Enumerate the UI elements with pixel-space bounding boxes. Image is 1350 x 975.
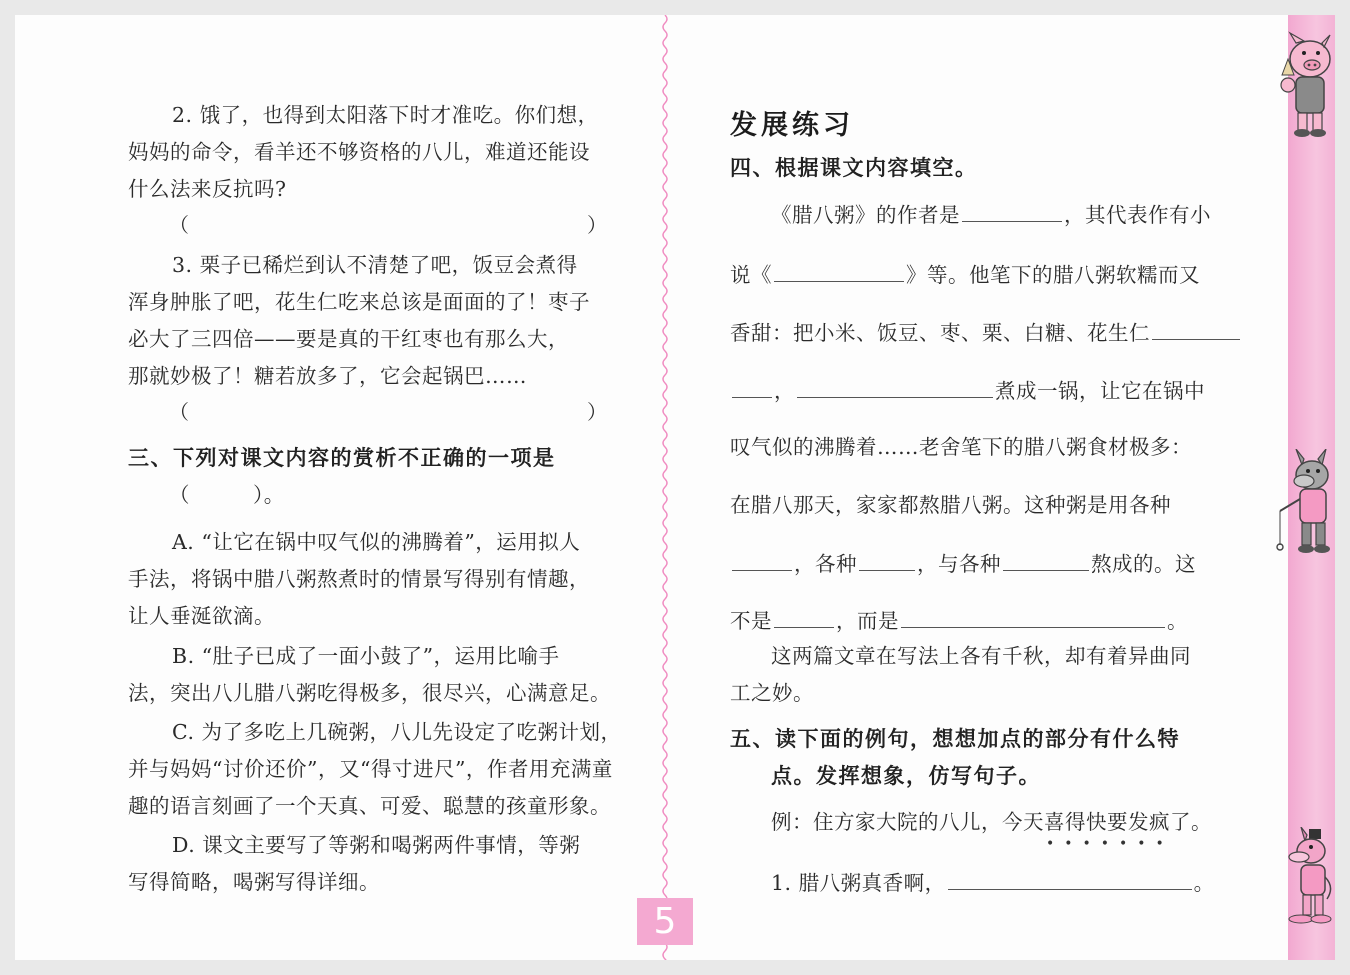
answer-blank[interactable] xyxy=(732,379,772,398)
fill-text: 。 xyxy=(1193,871,1215,895)
answer-blank[interactable] xyxy=(732,552,792,571)
answer-blank[interactable] xyxy=(774,263,904,282)
section-3-title: 三、下列对课文内容的赏析不正确的一项是 xyxy=(128,446,556,470)
section-4-title: 四、根据课文内容填空。 xyxy=(730,156,978,180)
q3-line-1: 3. 栗子已稀烂到认不清楚了吧，饭豆会煮得 xyxy=(172,253,578,277)
fill-text: 熬成的。这 xyxy=(1091,552,1196,576)
fill-text: 。 xyxy=(1167,609,1188,633)
fill-text: ， xyxy=(774,379,795,403)
fill-line-4 xyxy=(730,379,1205,402)
fill-text: 煮成一锅，让它在锅中 xyxy=(995,379,1205,403)
option-b-line-1: B. “肚子已成了一面小鼓了”，运用比喻手 xyxy=(172,644,560,668)
fill-line-6: 在腊八那天，家家都熬腊八粥。这种粥是用各种 xyxy=(730,493,1171,517)
fill-line-5: 叹气似的沸腾着……老舍笔下的腊八粥食材极多： xyxy=(730,435,1192,459)
answer-blank[interactable] xyxy=(859,552,915,571)
answer-blank[interactable] xyxy=(962,203,1062,222)
option-c-line-3: 趣的语言刻画了一个天真、可爱、聪慧的孩童形象。 xyxy=(128,794,611,818)
answer-blank[interactable] xyxy=(1003,552,1089,571)
answer-blank[interactable] xyxy=(948,871,1192,890)
fill-text: ，各种 xyxy=(794,552,857,576)
q3-answer-open: （ xyxy=(169,400,189,424)
option-c-line-2: 并与妈妈“讨价还价”，又“得寸进尺”，作者用充满童 xyxy=(128,757,613,781)
page-number: 5 xyxy=(637,898,693,945)
answer-blank[interactable] xyxy=(901,609,1165,628)
fill-text: ，其代表作有小 xyxy=(1064,203,1211,227)
practice-line-1 xyxy=(771,871,1215,894)
answer-blank[interactable] xyxy=(797,379,993,398)
q2-line-3: 什么法来反抗吗? xyxy=(128,177,287,201)
option-a-line-2: 手法，将锅中腊八粥熬煮时的情景写得别有情趣， xyxy=(128,567,590,591)
fill-text: 不是 xyxy=(730,609,772,633)
q2-line-1: 2. 饿了，也得到太阳落下时才准吃。你们想， xyxy=(172,103,599,127)
fill-line-7 xyxy=(730,552,1196,575)
option-c-line-1: C. 为了多吃上几碗粥，八儿先设定了吃粥计划， xyxy=(172,720,622,744)
option-d-line-1: D. 课文主要写了等粥和喝粥两件事情，等粥 xyxy=(172,833,581,857)
fill-text: 1. 腊八粥真香啊， xyxy=(771,871,946,895)
option-a-line-1: A. “让它在锅中叹气似的沸腾着”，运用拟人 xyxy=(172,530,581,554)
q2-answer-open: （ xyxy=(169,213,189,237)
fill-line-2 xyxy=(730,263,1200,286)
q3-line-3: 必大了三四倍——要是真的干红枣也有那么大， xyxy=(128,327,569,351)
section-5-title-line-1: 五、读下面的例句，想想加点的部分有什么特 xyxy=(730,727,1180,751)
right-page xyxy=(668,15,1335,960)
answer-blank[interactable] xyxy=(774,609,834,628)
option-a-line-3: 让人垂涎欲滴。 xyxy=(128,604,275,628)
fill-line-9: 这两篇文章在写法上各有千秋，却有着异曲同 xyxy=(771,644,1191,668)
q3-line-2: 浑身肿胀了吧，花生仁吃来总该是面面的了！枣子 xyxy=(128,290,590,314)
fill-text: 说《 xyxy=(730,263,772,287)
workbook-spread xyxy=(15,15,1335,960)
option-d-line-2: 写得简略，喝粥写得详细。 xyxy=(128,870,380,894)
fill-text: ，与各种 xyxy=(917,552,1001,576)
q3-answer-close: ） xyxy=(587,400,607,424)
q3-line-4: 那就妙极了！糖若放多了，它会起锅巴…… xyxy=(128,364,527,388)
fox-mascot-icon xyxy=(1271,827,1337,927)
fill-text: 》等。他笔下的腊八粥软糯而又 xyxy=(906,263,1200,287)
q2-answer-close: ） xyxy=(587,213,607,237)
fill-line-3 xyxy=(730,321,1242,344)
emphasis-dots: ••••••• xyxy=(1046,836,1174,852)
section-3-answer: （ ）。 xyxy=(169,483,285,507)
fill-line-8 xyxy=(730,609,1188,632)
fill-text: 香甜：把小米、饭豆、枣、栗、白糖、花生仁 xyxy=(730,321,1150,345)
wolf-mascot-icon xyxy=(1274,449,1338,559)
q2-line-2: 妈妈的命令，看羊还不够资格的八儿，难道还能设 xyxy=(128,140,590,164)
fill-line-1 xyxy=(771,203,1211,226)
option-b-line-2: 法，突出八儿腊八粥吃得极多，很尽兴，心满意足。 xyxy=(128,681,611,705)
fill-text: ，而是 xyxy=(836,609,899,633)
fill-text: 《腊八粥》的作者是 xyxy=(771,203,960,227)
section-5-title-line-2: 点。发挥想象，仿写句子。 xyxy=(771,764,1041,788)
fill-line-10: 工之妙。 xyxy=(730,681,814,705)
pig-mascot-icon xyxy=(1274,29,1338,139)
left-page xyxy=(15,15,660,960)
section-title: 发展练习 xyxy=(730,110,854,141)
example-sentence: 例：住方家大院的八儿，今天喜得快要发疯了。 xyxy=(771,810,1212,834)
answer-blank[interactable] xyxy=(1152,321,1240,340)
